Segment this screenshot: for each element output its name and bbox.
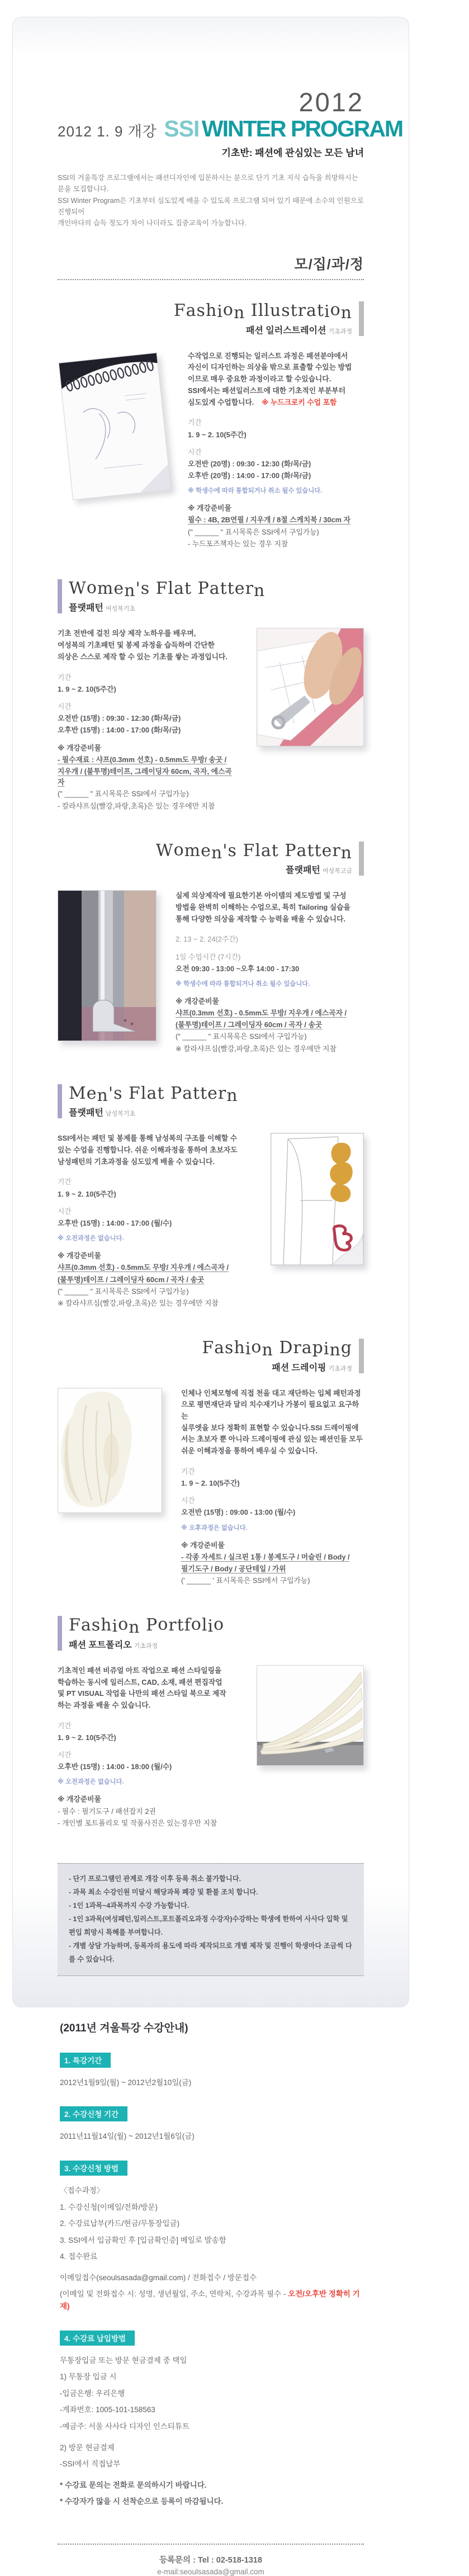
course-section xyxy=(58,301,364,549)
detail-line: ※ 개강준비물 xyxy=(58,1251,101,1260)
gray-accent-bar xyxy=(359,301,364,336)
guide-red-note: 오전/오후반 정확히 기재) xyxy=(60,2290,360,2311)
course-section xyxy=(58,1616,364,1828)
course-description: 수작업으로 진행되는 일러스트 과정은 패션분야에서 자신이 디자인하는 의상을 밖으로 표출할 수있는 방법 이므로 매우 중요한 과정이라고 할 수있습니다. SSI에서는 패션일러스트에 대한 기초적인 부분부터 심도있게 수업합니다. ※ 누드크로키 수업 포함 xyxy=(188,351,352,407)
poster-card xyxy=(12,17,409,2576)
course-section xyxy=(58,1339,364,1586)
course-description: 실제 의상제작에 필요한기본 아이템의 제도방법 및 구성 방법을 완벽히 이해하는 수업으로, 특히 Tailoring 실습을 통해 다양한 의상을 제작할 수 능력을 배울 수 있습니다. xyxy=(176,891,350,923)
guide-line: -계좌번호: 1005-101-158563 xyxy=(60,2405,155,2414)
detail-line: ※ 오전과정은 없습니다. xyxy=(58,1779,124,1786)
course-description: SSI에서는 패턴 및 봉제를 통해 남성복의 구조를 이해할 수 있는 수업을 진행합니다. 쉬운 이해과정을 통하여 초보자도 남성패턴의 기초과정을 심도있게 배울 수 있습니다. xyxy=(58,1134,238,1166)
guide-line: 1. 수강신청(이메일/전화/방문) xyxy=(60,2202,158,2211)
detail-line: ※ 오전과정은 없습니다. xyxy=(58,1235,124,1242)
detail-line: (" ______ " 표시목록은 SSI에서 구입가능) xyxy=(58,790,189,798)
detail-line: (불투명)테이프 / 그레이딩자 60cm / 곡자 / 송곳 xyxy=(58,1275,205,1284)
course-title-en: Women's Flat Pattern xyxy=(69,578,266,601)
course-title-en: Fashion Draping xyxy=(202,1337,352,1360)
guide-section xyxy=(58,2020,364,2508)
guide-line: 무통장입금 또는 방문 현금결제 중 택일 xyxy=(60,2356,187,2365)
course-sections xyxy=(58,301,364,1828)
detail-line: 오후반 (20명) : 14:00 - 17:00 (화/목/금) xyxy=(188,471,311,480)
note-line: - 단기 프로그램인 관계로 개강 이후 등록 취소 불가합니다. xyxy=(69,1874,241,1883)
guide-badge: 1. 특강기간 xyxy=(60,2053,111,2068)
guide-line: 2. 수강료납부(카드/현금/무통장입금) xyxy=(60,2219,180,2228)
course-description: 기초 전반에 걸친 의상 제작 노하우를 배우며, 여성복의 기초패턴 및 봉제 과정을 습득하여 간단한 의상은 스스로 제작 할 수 있는 기초를 쌓는 과정입니다. xyxy=(58,629,228,661)
course-titles xyxy=(69,579,265,614)
presser-illustration xyxy=(58,891,156,1041)
guide-line: 이메일접수(seoulsasada@gmail.com) / 전화접수 / 방문접수 xyxy=(60,2273,257,2282)
detail-line: 시간 xyxy=(181,1496,195,1505)
detail-line: 오후반 (15명) : 14:00 - 17:00 (화/목/금) xyxy=(58,726,181,735)
course-section xyxy=(58,1084,364,1308)
footer-email: e-mail:seoulsasada@gmail.com xyxy=(157,2568,264,2576)
course-title-level: 여성복고급 xyxy=(322,868,352,875)
course-title-ko: 플랫패턴 여성복기초 xyxy=(69,603,135,613)
course-title-level: 기초과정 xyxy=(328,1365,352,1372)
detail-line: 오후반 (15명) : 14:00 - 17:00 (월/수) xyxy=(58,1219,172,1227)
header-title-ssi: SSI xyxy=(164,116,200,141)
course-title-level: 남성복기초 xyxy=(105,1110,135,1118)
detail-line: (" ______ " 표시목록은 SSI에서 구입가능) xyxy=(58,1287,189,1296)
draping-illustration xyxy=(58,1388,162,1512)
detail-line: - 필수재료 : 샤프(0.3mm 선호) - 0.5mm도 무방/ 송곳 / xyxy=(58,755,227,764)
course-photo-pattern xyxy=(271,1133,364,1265)
course-photo-cutting xyxy=(257,628,364,746)
detail-line: ※ 칼라샤프심(빨강,파랑,초록)은 있는 경우에만 지참 xyxy=(58,1298,219,1307)
detail-line: 오후반 (15명) : 14:00 - 18:00 (월/수) xyxy=(58,1762,172,1771)
course-body xyxy=(58,1665,364,1828)
detail-line: 1. 9 ~ 2. 10(5주간) xyxy=(58,1733,116,1742)
course-text xyxy=(181,1388,364,1586)
course-header xyxy=(58,1339,364,1373)
course-body xyxy=(58,890,364,1054)
course-body xyxy=(58,1133,364,1308)
detail-line: 기간 xyxy=(188,418,202,427)
course-photo-wrap xyxy=(58,1388,162,1586)
course-header xyxy=(58,1616,364,1651)
recruit-heading: 모/집/과/정 xyxy=(58,253,364,280)
header-title-program: WINTER PROGRAM xyxy=(201,116,403,141)
detail-line: (" ______ " 표시목록은 SSI에서 구입가능) xyxy=(176,1032,307,1041)
guide-line: * 수강자가 많을 시 선착순으로 등록이 마감됩니다. xyxy=(60,2497,224,2506)
header-year: 2012 xyxy=(299,87,364,117)
detail-line: 샤프(0.3mm 선호) - 0.5mm도 무방/ 지우개 / 에스곡자 / xyxy=(176,1009,347,1018)
guide-line: 4. 접수완료 xyxy=(60,2252,98,2261)
guide-line: -SSI에서 직접납부 xyxy=(60,2460,121,2469)
course-title-en: Men's Flat Pattern xyxy=(69,1083,238,1105)
course-body xyxy=(58,1388,364,1586)
detail-line: ※ 오후과정은 없습니다. xyxy=(181,1524,248,1532)
guide-item xyxy=(60,2161,364,2313)
detail-line: ※ 학생수에 따라 통합되거나 취소 될수 있습니다. xyxy=(176,980,310,987)
course-header xyxy=(58,301,364,336)
note-line: - 1인 3과목(여성패턴,일러스트,포트폴리오과정 수강자)수강하는 학생에 한하여 사사다 입학 및 편입 희망시 특혜를 부여합니다. xyxy=(69,1915,348,1936)
detail-line: 필수 : 4B, 2B연필 / 지우개 / 8절 스케치북 / 30cm 자 xyxy=(188,516,350,524)
detail-line: 기간 xyxy=(181,1467,195,1476)
detail-line: - 각종 자세트 / 실크핀 1통 / 봉제도구 / 머슬린 / Body / xyxy=(181,1552,350,1561)
guide-heading: (2011년 겨울특강 수강안내) xyxy=(60,2022,188,2034)
note-line: - 개별 상담 가능하며, 등록자의 용도에 따라 제작되므로 개별 제작 및 진행이 학생마다 조금씩 다를 수 있습니다. xyxy=(69,1941,352,1963)
guide-items xyxy=(60,2053,364,2508)
detail-line: (불투명)테이프 / 그레이딩자 60cm / 곡자 / 송곳 xyxy=(176,1020,323,1029)
course-description: 인체나 인체모형에 직접 천을 대고 재단하는 입체 패턴과정 으로 평면재단과 달리 치수재기나 가봉이 필요없고 요구하는 실루엣을 보다 정확히 표현할 수 있습니다.SSI 드레이핑에 서는 초보자 뿐 아니라 드레이핑에 관심 있는 패션인들 모두 쉬운 이해과정을 통하여 배우실 수 있습니다. xyxy=(181,1388,363,1455)
note-line: - 과목 최소 수강인원 미달시 해당과목 폐강 및 환불 조치 합니다. xyxy=(69,1888,258,1896)
book-illustration xyxy=(257,1666,363,1765)
course-title-en: Fashion Illustration xyxy=(173,300,352,323)
gray-accent-bar xyxy=(359,1339,364,1373)
guide-line: 3. SSI에서 입금확인 후 [입금확인증] 메일로 발송함 xyxy=(60,2235,226,2244)
course-text xyxy=(188,351,364,549)
guide-line: 〈접수과정〉 xyxy=(60,2186,105,2195)
course-title-level: 기초과정 xyxy=(328,328,352,335)
course-title-en: Women's Flat Pattern xyxy=(155,840,352,863)
guide-line: 2) 방문 현금결제 xyxy=(60,2443,115,2452)
course-photo-presser xyxy=(58,890,157,1041)
course-text xyxy=(58,1133,252,1308)
detail-line: 오전 09:30 - 13:00 ~오후 14:00 - 17:30 xyxy=(176,964,300,973)
detail-line: (' ______ ' 표시목록은 SSI에서 구입가능) xyxy=(181,1576,310,1585)
detail-line: ※ 개강준비물 xyxy=(58,1795,101,1804)
course-description-red-note: ※ 누드크로키 수업 포함 xyxy=(261,398,337,407)
pattern-illustration xyxy=(271,1133,363,1265)
notes-box xyxy=(58,1863,364,1976)
course-photo-sketchbook xyxy=(59,352,172,500)
detail-line: - 누드포즈책자는 있는 경우 지참 xyxy=(188,539,288,548)
footer-phone: 등록문의 : Tel : 02-518-1318 xyxy=(159,2556,262,2565)
course-title-ko: 플랫패턴 여성복고급 xyxy=(286,866,352,876)
course-body xyxy=(58,628,364,811)
detail-line: 1. 9 ~ 2. 10(5주간) xyxy=(188,430,247,439)
course-titles xyxy=(174,301,352,336)
course-section xyxy=(58,842,364,1054)
header-open-date: 2012 1. 9 개강 xyxy=(58,123,157,140)
course-description: 기초적인 패션 비쥬얼 아트 작업으로 패션 스타일링을 학습하는 동시에 일러스트, CAD, 소재, 패션 편집작업 및 PT VISUAL 작업을 나만의 패션 스타일 북으로 제작 하는 과정을 배울 수 있습니다. xyxy=(58,1666,226,1709)
detail-line: - 칼라샤프심(빨강,파랑,초록)은 있는 경우에만 지참 xyxy=(58,801,215,810)
detail-line: 시간 xyxy=(58,1207,72,1216)
course-text xyxy=(58,1665,238,1828)
guide-line: -입금은행: 우리은행 xyxy=(60,2389,125,2398)
guide-line: * 수강료 문의는 전화로 문의하시기 바랍니다. xyxy=(60,2480,207,2489)
gray-accent-bar xyxy=(359,842,364,876)
guide-line: 1) 무통장 입금 시 xyxy=(60,2372,117,2381)
course-photo-book xyxy=(257,1665,364,1766)
detail-line: 1일 수업시간 (7시간) xyxy=(176,952,241,961)
course-header xyxy=(58,579,364,614)
purple-accent-bar xyxy=(58,1616,62,1651)
detail-line: 1. 9 ~ 2. 10(5주간) xyxy=(58,1189,116,1198)
guide-item xyxy=(60,2053,364,2089)
cutting-illustration xyxy=(257,628,363,746)
course-header xyxy=(58,1084,364,1119)
guide-badge: 2. 수강신청 기간 xyxy=(60,2106,127,2121)
header-subtitle: 기초반: 패션에 관심있는 모든 남녀 xyxy=(221,148,364,158)
course-title-ko: 패션 드레이핑 기초과정 xyxy=(272,1363,352,1373)
detail-line: 오전반 (15명) : 09:00 - 13:00 (월/수) xyxy=(181,1508,296,1517)
intro-paragraph: SSI의 겨울특강 프로그램에서는 패션디자인에 입문하시는 분으로 단기 기초 지식 습득을 희망하시는 분을 모집합니다. SSI Winter Program은 기초부터 심도있게 배울 수 있도록 프로그램 되어 있기 때문에 소수의 인원으로 진행되어 개인마다의 습득 정도가 차이 나더라도 집중교육이 가능합니다. xyxy=(58,174,364,227)
course-photo-wrap xyxy=(58,890,157,1054)
detail-line: 지우개 / (불투명)테이프, 그레이딩자 60cm, 곡자, 에스곡자 xyxy=(58,767,232,787)
detail-line: 샤프(0.3mm 선호) - 0.5mm도 무방/ 지우개 / 에스곡자 / xyxy=(58,1263,229,1272)
course-text xyxy=(176,890,364,1054)
note-line: - 1인 1과목~4과목까지 수강 가능합니다. xyxy=(69,1901,190,1909)
detail-line: - 개인별 포트폴리오 및 작품사진은 있는경우만 지참 xyxy=(58,1818,217,1827)
detail-line: - 필수 : 필기도구 / 패션잡지 2권 xyxy=(58,1807,156,1816)
purple-accent-bar xyxy=(58,579,62,614)
course-title-ko: 플랫패턴 남성복기초 xyxy=(69,1108,135,1118)
course-title-level: 기초과정 xyxy=(134,1642,158,1649)
detail-line: ※ 개강준비물 xyxy=(176,996,219,1005)
detail-line: 필기도구 / Body / 공단테일 / 가위 xyxy=(181,1564,286,1573)
detail-line: 기간 xyxy=(58,1721,72,1730)
course-photo-draping xyxy=(58,1388,162,1513)
detail-line: 오전반 (15명) : 09:30 - 12:30 (화/목/금) xyxy=(58,714,181,723)
course-titles xyxy=(69,1084,238,1119)
course-section xyxy=(58,579,364,811)
course-header xyxy=(58,842,364,876)
detail-line: (" ______ " 표시목록은 SSI에서 구입가능) xyxy=(188,527,319,536)
detail-line: 시간 xyxy=(188,447,202,456)
poster-content xyxy=(58,17,403,2576)
guide-item xyxy=(60,2331,364,2508)
guide-spacer xyxy=(60,2470,364,2475)
course-text xyxy=(58,628,238,811)
poster-header xyxy=(58,17,403,229)
header-title-line xyxy=(58,116,403,141)
course-photo-wrap xyxy=(257,628,364,811)
detail-line: 시간 xyxy=(58,1751,72,1760)
guide-spacer xyxy=(60,2433,364,2437)
course-titles xyxy=(69,1616,224,1651)
course-titles xyxy=(202,1339,352,1373)
course-title-ko: 패션 일러스트레이션 기초과정 xyxy=(245,325,352,335)
detail-line: 1. 9 ~ 2. 10(5주간) xyxy=(181,1479,240,1488)
detail-line: 시간 xyxy=(58,702,72,711)
poster-footer xyxy=(58,2544,364,2576)
detail-line: 1. 9 ~ 2. 10(5주간) xyxy=(58,684,116,693)
guide-line: -예금주: 서울 사사다 디자인 인스티튜트 xyxy=(60,2422,190,2431)
course-photo-wrap xyxy=(257,1665,364,1828)
course-title-level: 여성복기초 xyxy=(105,606,135,613)
guide-badge: 4. 수강료 납입방법 xyxy=(60,2331,135,2346)
detail-line: 오전반 (20명) : 09:30 - 12:30 (화/목/금) xyxy=(188,459,311,468)
course-photo-wrap xyxy=(271,1133,364,1308)
detail-line: ※ 학생수에 따라 통합되거나 취소 될수 있습니다. xyxy=(188,488,323,495)
detail-line: 2. 13 ~ 2. 24(2주간) xyxy=(176,935,238,944)
detail-line: 기간 xyxy=(58,1178,72,1187)
detail-line: ※ 칼라샤프심(빨강,파랑,초록)은 있는 경우에만 지참 xyxy=(176,1044,337,1053)
guide-line: 2012년1월9일(월) ~ 2012년2월10일(금) xyxy=(60,2078,192,2087)
detail-line: ※ 개강준비물 xyxy=(188,504,231,513)
detail-line: ※ 개강준비물 xyxy=(58,743,101,752)
course-titles xyxy=(156,842,352,876)
detail-line: ※ 개강준비물 xyxy=(181,1540,225,1549)
purple-accent-bar xyxy=(58,1084,62,1119)
course-title-en: Fashion Portfolio xyxy=(69,1614,225,1638)
sketchbook-illustration xyxy=(59,353,171,499)
course-body xyxy=(58,351,364,549)
guide-line: (이메일 및 전화접수 시: 성명, 생년월일, 주소, 연락처, 수강과목 필수 - 오전/오후반 정확히 기재) xyxy=(60,2290,360,2311)
guide-line: 2011년11월14일(월) ~ 2012년1월6일(금) xyxy=(60,2132,195,2141)
guide-badge: 3. 수강신청 방법 xyxy=(60,2161,127,2176)
detail-line: 기간 xyxy=(58,673,72,682)
guide-spacer xyxy=(60,2263,364,2267)
course-photo-wrap xyxy=(58,351,169,549)
guide-item xyxy=(60,2106,364,2143)
course-title-ko: 패션 포트폴리오 기초과정 xyxy=(69,1640,158,1650)
